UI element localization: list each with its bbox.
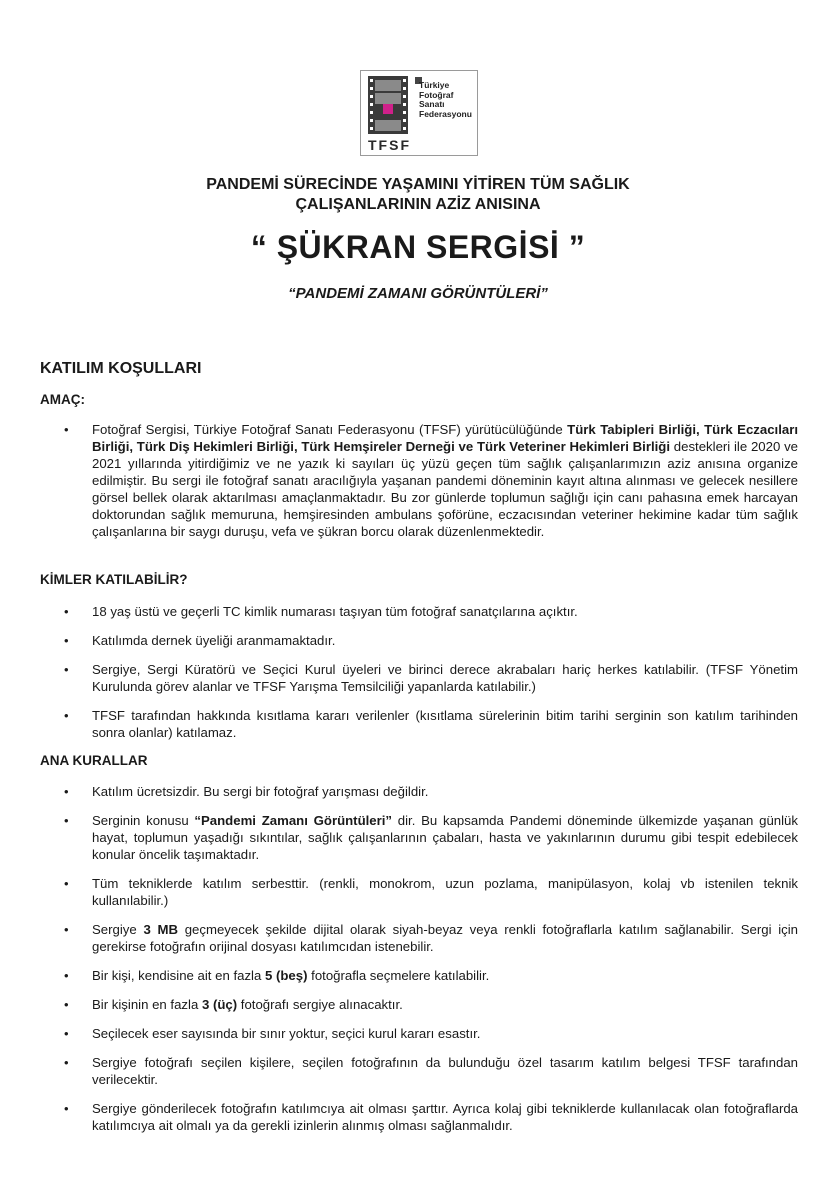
list-item: • Bir kişi, kendisine ait en fazla 5 (beş) fotoğrafla seçmelere katılabilir. <box>92 967 798 984</box>
film-strip-icon <box>368 76 408 134</box>
exhibition-subtitle: “PANDEMİ ZAMANI GÖRÜNTÜLERİ” <box>288 285 548 302</box>
list-item: • Katılımda dernek üyeliği aranmamaktadır. <box>92 632 798 649</box>
list-item: • Katılım ücretsizdir. Bu sergi bir fotoğraf yarışması değildir. <box>92 783 798 800</box>
section-title: KATILIM KOŞULLARI <box>40 360 202 377</box>
kimler-label: KİMLER KATILABİLİR? <box>40 572 188 587</box>
amac-paragraph: • Fotoğraf Sergisi, Türkiye Fotoğraf Sanatı Federasyonu (TFSF) yürütücülüğünde Türk Tabipleri Birliği, Türk Eczacıları Birliği, Türk Diş Hekimleri Birliği, Türk Hemşireler Derneği ve Türk Veteriner Hekimleri Birliği destekleri ile 2020 ve 2021 yıllarında yitirdiğimiz ve ne yazık ki sayıları üç yüzü geçen tüm sağlık çalışanlarımızın aziz anısına organize edilmiştir. Bu sergi ile fotoğraf sanatı aracılığıyla yaşanan pandemi döneminin kayıt altına alınması ve gelecek nesillere görsel bellek olarak aktarılması amaçlanmaktadır. Bu zor günlerde toplumun sağlığı için canı pahasına emek harcayan doktorundan sağlık memuruna, hemşiresinden ambulans şoförüne, eczacısından veteriner hekimine kadar tüm sağlık çalışanlarına bir saygı duruşu, vefa ve şükran borcu olarak düzenlenmektedir. <box>92 421 798 540</box>
list-item: • Seçilecek eser sayısında bir sınır yoktur, seçici kurul kararı esastır. <box>92 1025 798 1042</box>
exhibition-title: “ ŞÜKRAN SERGİSİ ” <box>250 229 586 265</box>
ana-kurallar-label: ANA KURALLAR <box>40 753 148 768</box>
list-item: • Sergiye fotoğrafı seçilen kişilere, seçilen fotoğrafının da bulunduğu özel tasarım katılım belgesi TFSF tarafından verilecektir. <box>92 1054 798 1088</box>
list-item: • Sergiye gönderilecek fotoğrafın katılımcıya ait olması şarttır. Ayrıca kolaj gibi tekniklerde kullanılacak olan fotoğraflarda katılımcıya ait olmalı ya da gerekli izinlerin alınmış olması sağlanmalıdır. <box>92 1100 798 1134</box>
logo-org-name: Türkiye Fotoğraf Sanatı Federasyonu <box>419 80 472 119</box>
list-item: • 18 yaş üstü ve geçerli TC kimlik numarası taşıyan tüm fotoğraf sanatçılarına açıktır. <box>92 603 798 620</box>
list-item: • Bir kişinin en fazla 3 (üç) fotoğrafı sergiye alınacaktır. <box>92 996 798 1013</box>
dedication-line-2: ÇALIŞANLARININ AZİZ ANISINA <box>295 196 541 213</box>
list-item: • Tüm tekniklerde katılım serbesttir. (renkli, monokrom, uzun pozlama, manipülasyon, kolaj vb istenilen teknik kullanılabilir.) <box>92 875 798 909</box>
list-item: • Serginin konusu “Pandemi Zamanı Görüntüleri” dir. Bu kapsamda Pandemi döneminde ülkemizde yaşanan günlük hayat, toplumun yaşadığı sıkıntılar, sağlık çalışanlarının çabaları, hasta ve yakınlarının durumu gibi tespit edebilecek konular öncelik taşımaktadır. <box>92 812 798 863</box>
pink-square-icon <box>383 104 393 114</box>
list-item: • Sergiye 3 MB geçmeyecek şekilde dijital olarak siyah-beyaz veya renkli fotoğraflarla katılım sağlanabilir. Sergi için gerekirse fotoğrafın orijinal dosyası katılımcıdan istenebilir. <box>92 921 798 955</box>
amac-label: AMAÇ: <box>40 392 85 407</box>
tfsf-logo <box>360 70 478 156</box>
dedication-line-1: PANDEMİ SÜRECİNDE YAŞAMINI YİTİREN TÜM SAĞLIK <box>206 176 630 193</box>
list-item: • Sergiye, Sergi Küratörü ve Seçici Kurul üyeleri ve birinci derece akrabaları hariç herkes katılabilir. (TFSF Yönetim Kurulunda görev alanlar ve TFSF Yarışma Temsilciliği yapanlarda katılabilir.) <box>92 661 798 695</box>
dedication-heading <box>0 175 836 215</box>
list-item: • TFSF tarafından hakkında kısıtlama kararı verilenler (kısıtlama sürelerinin bitim tarihi serginin son katılım tarihinden sonra olanlar) katılamaz. <box>92 707 798 741</box>
logo-abbr: TFSF <box>368 137 411 153</box>
